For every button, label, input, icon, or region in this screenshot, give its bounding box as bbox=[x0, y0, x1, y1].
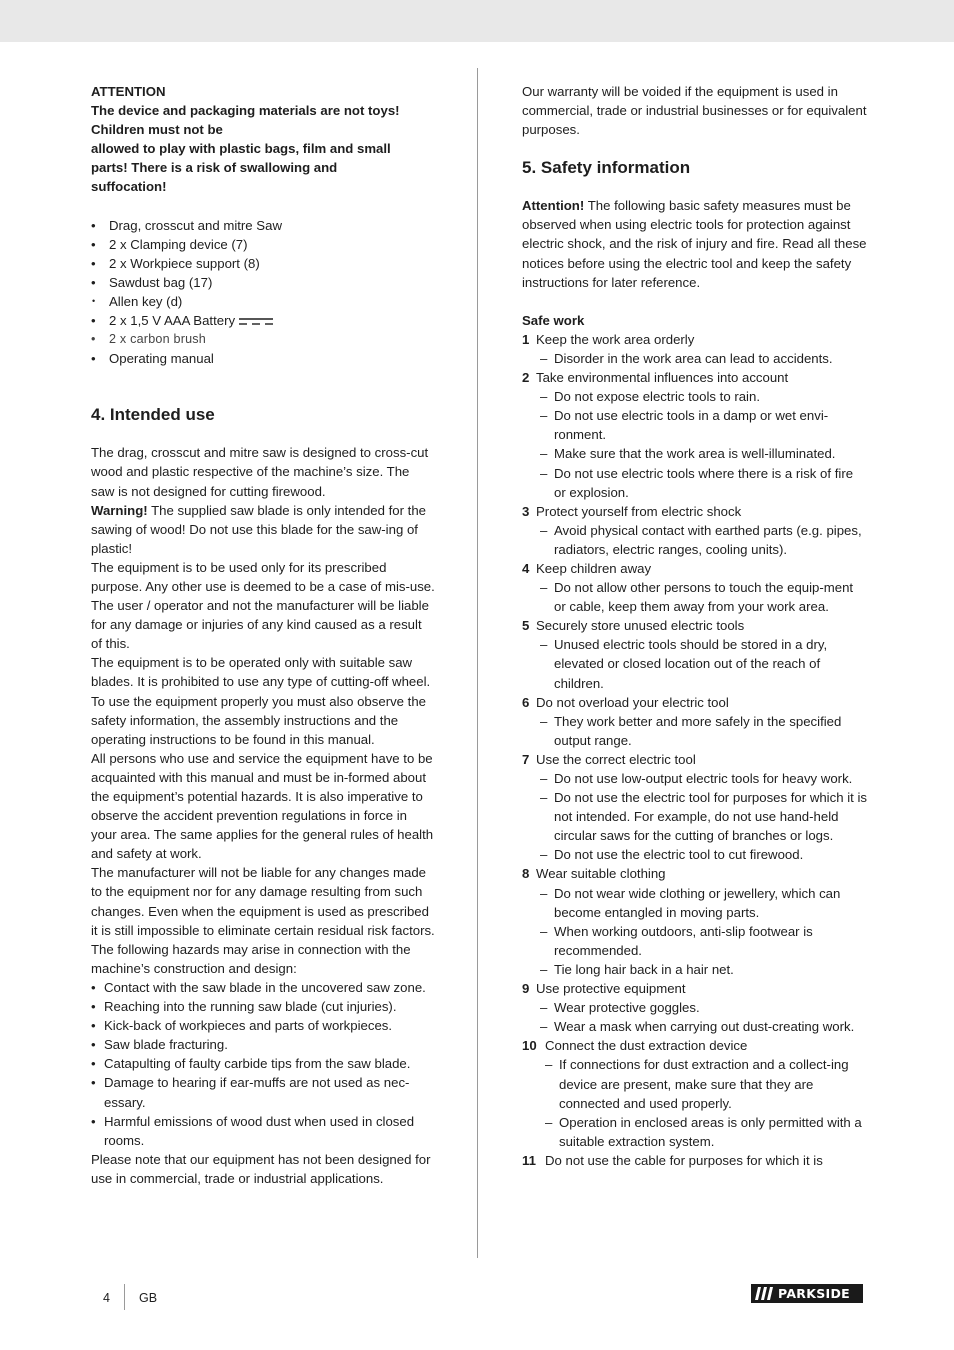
closing-paragraph: Please note that our equipment has not been designed for use in commercial, trade or industrial applications. bbox=[91, 1151, 431, 1186]
subitem-text: Operation in enclosed areas is only permitted with a suitable extraction system. bbox=[559, 1114, 862, 1149]
safe-work-subitem bbox=[522, 1017, 867, 1036]
item-number: 4 bbox=[522, 560, 530, 576]
list-item: • Harmful emissions of wood dust when used in closed rooms. bbox=[91, 1112, 436, 1150]
warranty-paragraph: Our warranty will be voided if the equipment is used in commercial, trade or industrial businesses or for equivalent purposes. bbox=[522, 84, 867, 138]
attention-text: The following basic safety measures must be observed when using electric tools for protection against electric shock, and the risk of injury and fire. Read all these notices before using the electric tool and keep the safety instructions for later reference. bbox=[522, 198, 867, 290]
item-number: 11 bbox=[522, 1152, 536, 1168]
safe-work-item bbox=[522, 502, 867, 521]
dash-marker: – bbox=[540, 637, 548, 653]
item-title: Do not overload your electric tool bbox=[536, 694, 729, 710]
safe-work-item bbox=[522, 616, 867, 635]
subitem-text: When working outdoors, anti-slip footwear is recommended. bbox=[554, 923, 813, 958]
safe-work-item bbox=[522, 750, 867, 769]
subitem-text: Disorder in the work area can lead to accidents. bbox=[554, 350, 833, 366]
safe-work-subitem bbox=[522, 960, 867, 979]
item-number: 9 bbox=[522, 981, 530, 997]
list-item: • Allen key (d) bbox=[91, 292, 436, 311]
subitem-text: Make sure that the work area is well-illuminated. bbox=[554, 446, 836, 462]
safe-work-subitem bbox=[522, 464, 867, 502]
safe-work-subitem bbox=[522, 769, 867, 788]
subitem-text: Do not allow other persons to touch the equip-ment or cable, keep them away from your work area. bbox=[554, 580, 854, 615]
subitem-text: Do not expose electric tools to rain. bbox=[554, 389, 760, 405]
warning-label: Warning! bbox=[91, 502, 148, 518]
dash-marker: – bbox=[540, 350, 548, 366]
item-title: Do not use the cable for purposes for which it is bbox=[545, 1152, 823, 1168]
item-title: Connect the dust extraction device bbox=[545, 1038, 748, 1054]
item-number: 6 bbox=[522, 694, 530, 710]
dash-marker: – bbox=[540, 790, 548, 806]
item-title: Take environmental influences into account bbox=[536, 370, 789, 386]
safe-work-subitem bbox=[522, 998, 867, 1017]
item-number: 10 bbox=[522, 1038, 537, 1054]
dash-marker: – bbox=[540, 389, 548, 405]
safe-work-heading: Safe work bbox=[522, 312, 585, 328]
dash-marker: – bbox=[540, 446, 548, 462]
item-title: Keep the work area orderly bbox=[536, 331, 695, 347]
intended-use-body bbox=[91, 443, 436, 1188]
dash-marker: – bbox=[540, 771, 548, 786]
dash-marker: – bbox=[540, 713, 548, 729]
contents-list bbox=[91, 216, 436, 369]
safe-work-item bbox=[522, 1036, 867, 1055]
safe-work-subitem bbox=[522, 578, 867, 616]
list-item: • Sawdust bag (17) bbox=[91, 273, 436, 292]
list-item: • Kick-back of workpieces and parts of workpieces. bbox=[91, 1016, 436, 1035]
list-item: • 2 x carbon brush bbox=[91, 330, 436, 349]
dash-marker: – bbox=[540, 408, 548, 424]
subitem-text: Do not use electric tools in a damp or wet envi-ronment. bbox=[554, 408, 829, 443]
item-title: Protect yourself from electric shock bbox=[536, 503, 742, 519]
list-item: • Damage to hearing if ear-muffs are not used as nec-essary. bbox=[91, 1073, 436, 1111]
item-title: Wear suitable clothing bbox=[536, 866, 666, 882]
dc-current-icon bbox=[239, 316, 273, 328]
safe-work-item bbox=[522, 1151, 867, 1170]
safe-work-subitem bbox=[522, 884, 867, 922]
intended-use-heading: 4. Intended use bbox=[91, 405, 215, 425]
safety-attention-paragraph bbox=[522, 196, 867, 291]
attention-line: suffocation! bbox=[91, 179, 167, 195]
brand-logo bbox=[751, 1284, 863, 1303]
subitem-text: Do not use electric tools where there is a risk of fire or explosion. bbox=[554, 465, 854, 500]
dash-marker: – bbox=[540, 961, 548, 977]
attention-block bbox=[91, 82, 436, 197]
subitem-text: Wear a mask when carrying out dust-creating work. bbox=[554, 1019, 855, 1035]
attention-line: allowed to play with plastic bags, film and small bbox=[91, 141, 391, 157]
safe-work-subitem bbox=[522, 845, 867, 864]
dash-marker: – bbox=[540, 1000, 548, 1016]
item-title: Securely store unused electric tools bbox=[536, 618, 745, 634]
dash-marker: – bbox=[540, 1019, 548, 1035]
list-item: • Drag, crosscut and mitre Saw bbox=[91, 216, 436, 235]
safe-work-item bbox=[522, 979, 867, 998]
subitem-text: If connections for dust extraction and a collect-ing device are present, make sure that they are connected and used properly. bbox=[559, 1057, 849, 1111]
list-item: • Catapulting of faulty carbide tips from the saw blade. bbox=[91, 1054, 436, 1073]
subitem-text: Avoid physical contact with earthed parts (e.g. pipes, radiators, electric ranges, cooling units). bbox=[554, 522, 862, 557]
dash-marker: – bbox=[545, 1057, 553, 1073]
hazards-list bbox=[91, 978, 436, 1150]
list-item: • Saw blade fracturing. bbox=[91, 1035, 436, 1054]
attention-line: The device and packaging materials are not toys! bbox=[91, 103, 400, 119]
item-number: 5 bbox=[522, 618, 530, 634]
item-title: Keep children away bbox=[536, 560, 652, 576]
dash-marker: – bbox=[540, 923, 548, 939]
intended-use-paragraph: The manufacturer will not be liable for any changes made to the equipment nor for any damage resulting from such changes. Even when the equipment is used as prescribed it is still impossible to eliminate certain residual risk factors. The following hazards may arise in connection with the machine’s construction and design: bbox=[91, 865, 435, 976]
dash-marker: – bbox=[540, 465, 548, 481]
subitem-text: Tie long hair back in a hair net. bbox=[554, 961, 734, 977]
safe-work-subitem bbox=[522, 922, 867, 960]
attention-label: Attention! bbox=[522, 198, 585, 214]
intended-use-paragraph: To use the equipment properly you must also observe the safety information, the assembly instructions and the operating instructions to be found in this manual. bbox=[91, 693, 427, 747]
list-item: • 2 x Clamping device (7) bbox=[91, 235, 436, 254]
safe-work-item bbox=[522, 864, 867, 883]
intended-use-paragraph: The equipment is to be used only for its prescribed purpose. Any other use is deemed to be a case of mis-use. The user / operator and not the manufacturer will be liable for any damage or injuries of any kind caused as a result of this. bbox=[91, 559, 435, 652]
list-item bbox=[91, 311, 436, 330]
dash-marker: – bbox=[545, 1114, 553, 1130]
safe-work-subitem bbox=[522, 635, 867, 692]
safe-work-item bbox=[522, 559, 867, 578]
attention-heading: ATTENTION bbox=[91, 84, 166, 99]
intended-use-paragraph: All persons who use and service the equipment have to be acquainted with this manual and must be in-formed about the equipment’s potential hazards. It is also imperative to observe the accident prevention regulations in force in your area. The same applies for the general rules of health and safety at work. bbox=[91, 750, 434, 862]
brand-name: PARKSIDE bbox=[778, 1286, 850, 1301]
safe-work-item bbox=[522, 330, 867, 349]
safety-heading: 5. Safety information bbox=[522, 158, 691, 178]
attention-line: parts! There is a risk of swallowing and bbox=[91, 160, 338, 176]
dash-marker: – bbox=[540, 885, 548, 901]
footer-divider bbox=[124, 1284, 125, 1310]
subitem-text: They work better and more safely in the specified output range. bbox=[554, 713, 842, 748]
logo-stripes-icon bbox=[755, 1287, 773, 1300]
safe-work-item bbox=[522, 368, 867, 387]
safe-work-subitem bbox=[522, 1113, 867, 1151]
subitem-text: Do not use the electric tool to cut firewood. bbox=[554, 847, 804, 863]
warning-paragraph bbox=[91, 501, 436, 558]
left-column bbox=[91, 82, 436, 1188]
list-item: • 2 x Workpiece support (8) bbox=[91, 254, 436, 273]
item-number: 7 bbox=[522, 751, 530, 767]
dash-marker: – bbox=[540, 522, 548, 538]
subitem-text: Do not use low-output electric tools for heavy work. bbox=[554, 771, 853, 786]
list-item: • Contact with the saw blade in the uncovered saw zone. bbox=[91, 978, 436, 997]
safe-work-subitem bbox=[522, 1055, 867, 1112]
column-divider bbox=[477, 68, 478, 1258]
list-item-label: 2 x 1,5 V AAA Battery bbox=[109, 313, 236, 329]
dash-marker: – bbox=[540, 847, 548, 863]
item-title: Use the correct electric tool bbox=[536, 751, 696, 767]
attention-line: Children must not be bbox=[91, 122, 223, 138]
list-item: • Operating manual bbox=[91, 349, 436, 368]
intended-use-paragraph: The equipment is to be operated only with suitable saw blades. It is prohibited to use any type of cutting-off wheel. bbox=[91, 655, 431, 690]
subitem-text: Wear protective goggles. bbox=[554, 1000, 700, 1016]
safe-work-subitem bbox=[522, 406, 867, 444]
safe-work-item bbox=[522, 693, 867, 712]
item-number: 3 bbox=[522, 503, 530, 519]
item-title: Use protective equipment bbox=[536, 981, 686, 997]
top-bar bbox=[0, 0, 954, 42]
intended-use-paragraph: The drag, crosscut and mitre saw is designed to cross-cut wood and plastic respective of the machine’s size. The saw is not designed for cutting firewood. bbox=[91, 445, 429, 499]
language-code: GB bbox=[139, 1291, 158, 1305]
safe-work-subitem bbox=[522, 349, 867, 368]
safe-work-subitem bbox=[522, 521, 867, 559]
safe-work-list bbox=[522, 330, 867, 1170]
item-number: 2 bbox=[522, 370, 530, 386]
safe-work-subitem bbox=[522, 387, 867, 406]
page-number: 4 bbox=[103, 1291, 110, 1305]
safe-work-subitem bbox=[522, 712, 867, 750]
item-number: 1 bbox=[522, 331, 530, 347]
subitem-text: Unused electric tools should be stored in a dry, elevated or closed location out of the reach of children. bbox=[554, 637, 828, 691]
item-number: 8 bbox=[522, 866, 530, 882]
dash-marker: – bbox=[540, 580, 548, 596]
list-item: • Reaching into the running saw blade (cut injuries). bbox=[91, 997, 436, 1016]
warning-text: The supplied saw blade is only intended for the sawing of wood! Do not use this blade for the saw-ing of plastic! bbox=[91, 502, 426, 556]
safe-work-subitem bbox=[522, 444, 867, 463]
safe-work-subitem bbox=[522, 788, 867, 845]
right-column bbox=[522, 82, 867, 1170]
subitem-text: Do not use the electric tool for purposes for which it is not intended. For example, do not use hand-held circular saws for the cutting of branches or logs. bbox=[554, 790, 867, 844]
subitem-text: Do not wear wide clothing or jewellery, which can become entangled in moving parts. bbox=[554, 885, 841, 920]
